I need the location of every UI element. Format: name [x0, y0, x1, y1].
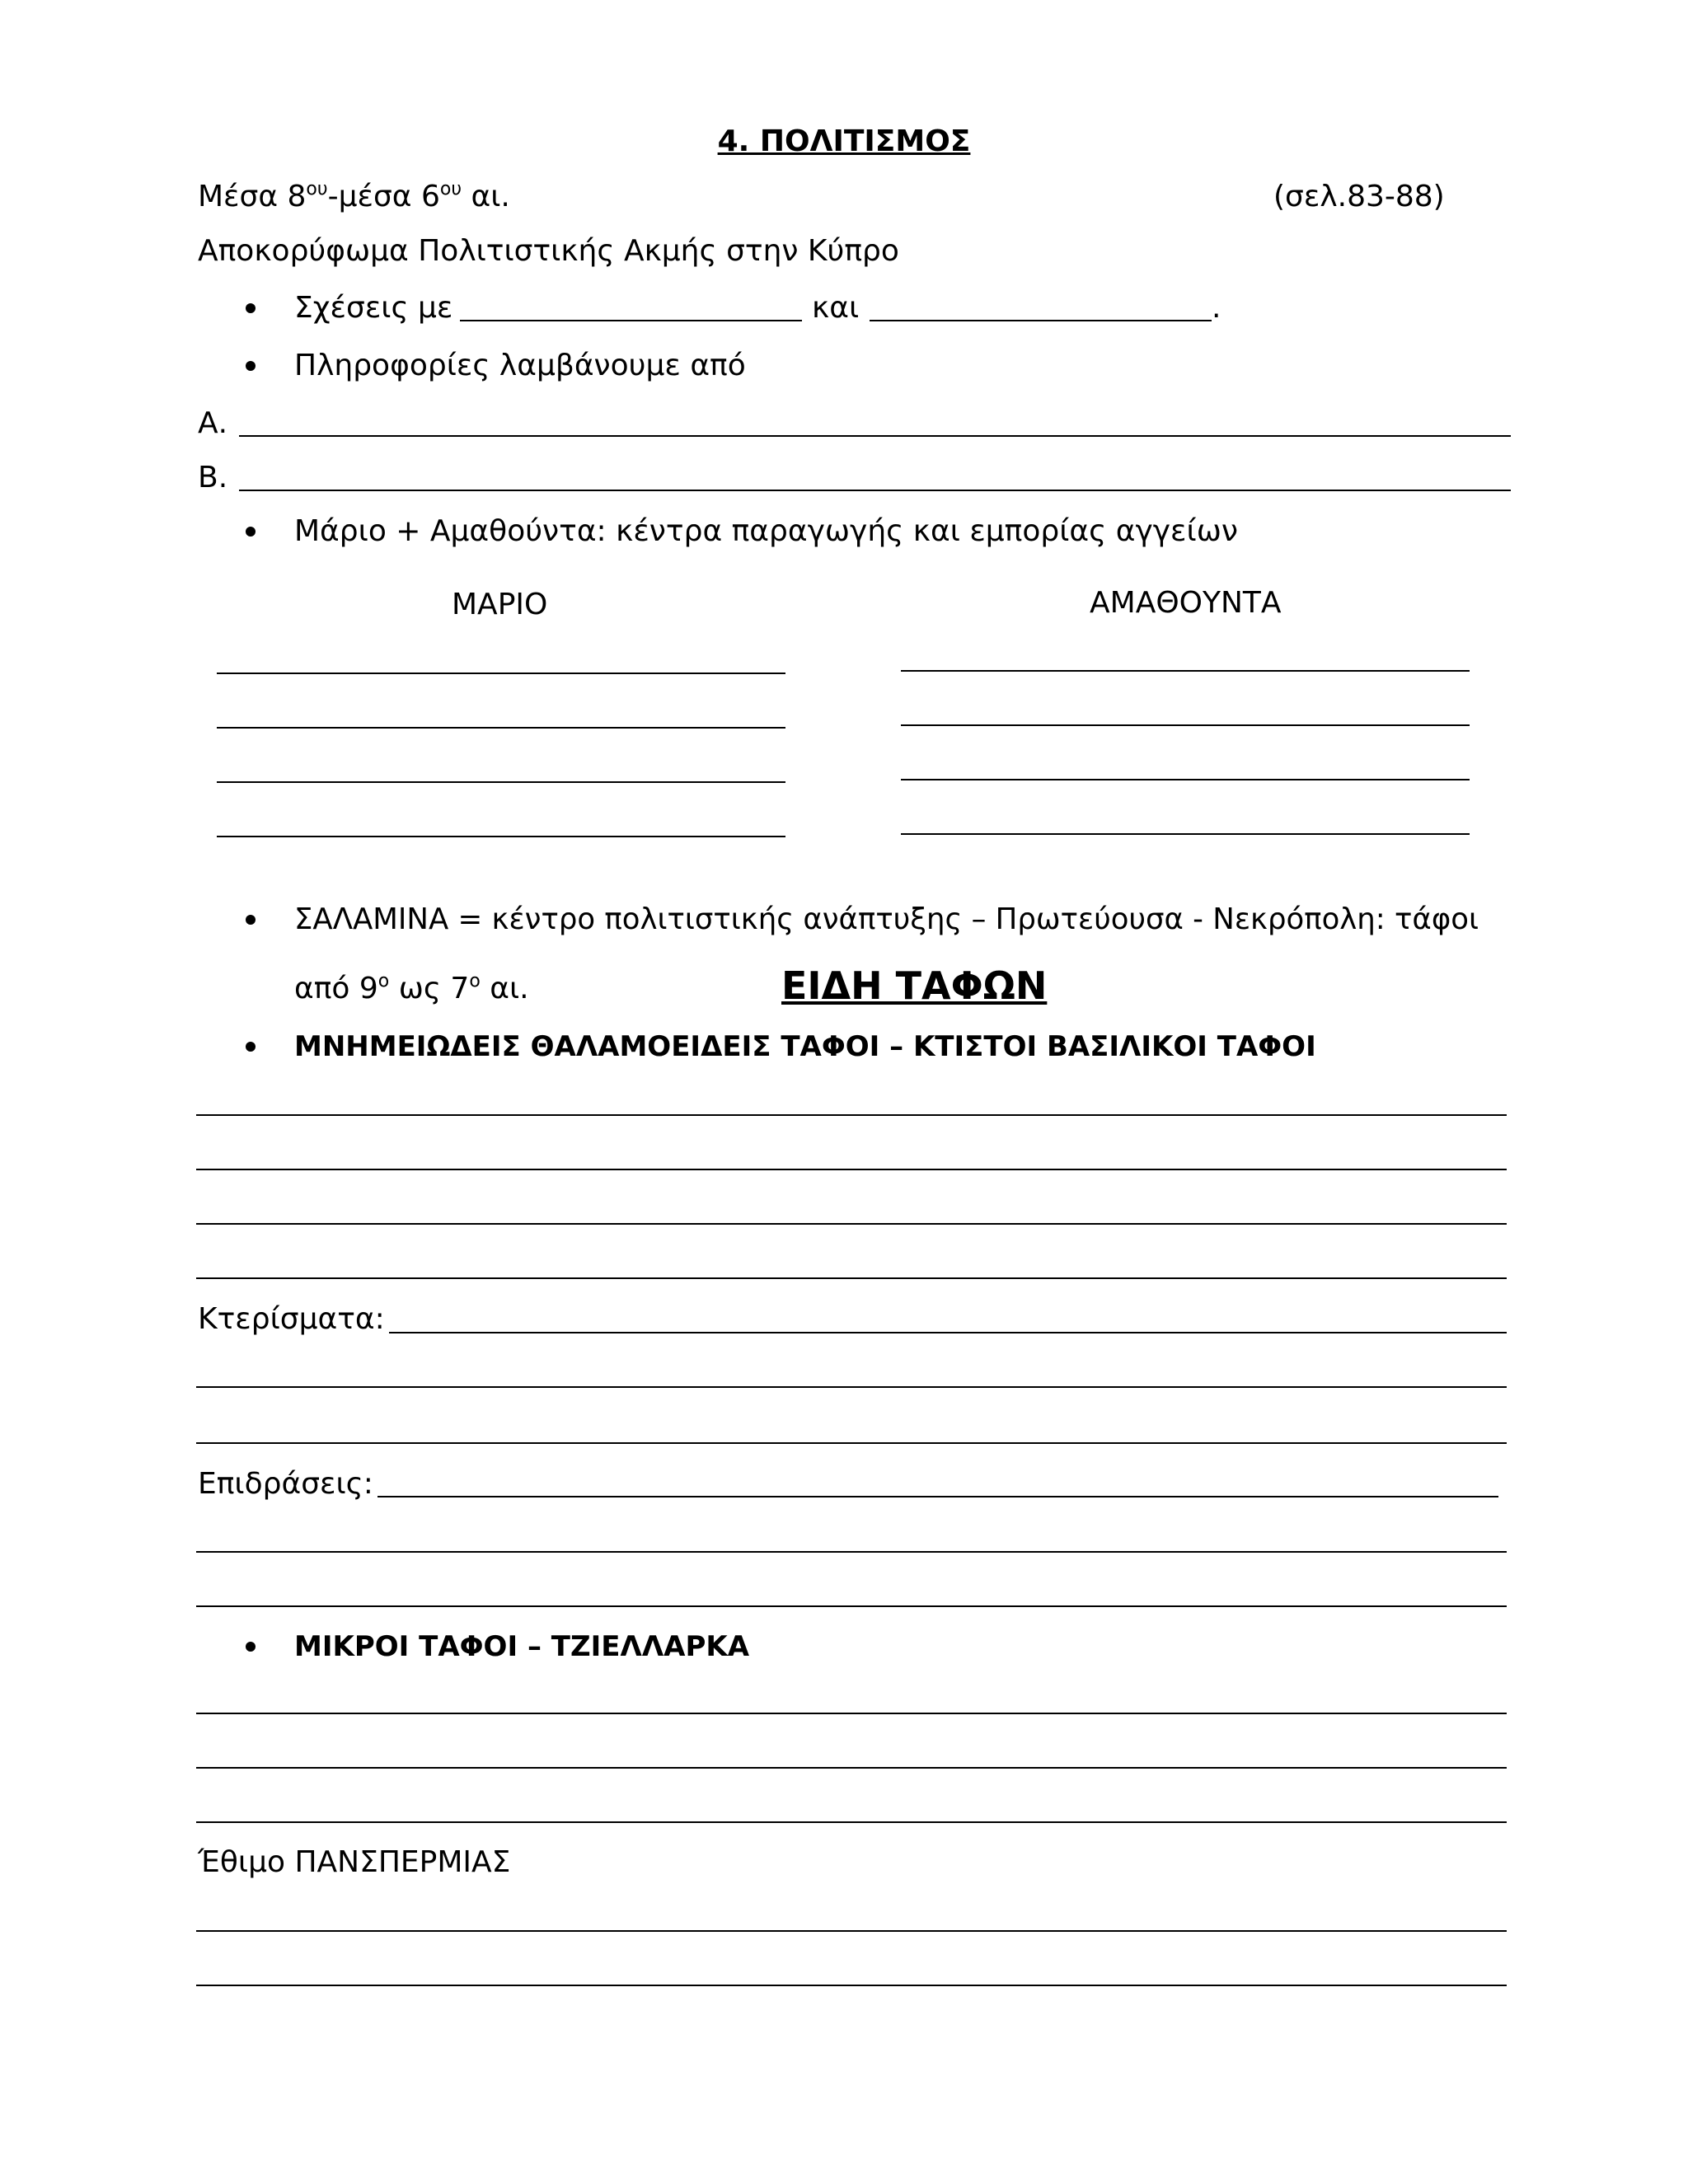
- small-tombs-heading: ΜΙΚΡΟΙ ΤΑΦΟΙ – ΤΖΙΕΛΛΑΡΚΑ: [294, 1630, 750, 1663]
- answer-line[interactable]: [196, 1821, 1507, 1823]
- answer-line[interactable]: [196, 1442, 1507, 1444]
- label-a: Α.: [198, 406, 228, 440]
- pages-reference: (σελ.83-88): [1273, 180, 1445, 213]
- relations-blank-2[interactable]: [870, 320, 1212, 321]
- amathounta-answer-line[interactable]: [901, 670, 1470, 672]
- answer-line[interactable]: [196, 1169, 1507, 1170]
- answer-line-a[interactable]: [239, 435, 1511, 437]
- answer-line[interactable]: [196, 1223, 1507, 1225]
- salamina-text: ΣΑΛΑΜΙΝΑ = κέντρο πολιτιστικής ανάπτυξης – Πρωτεύουσα - Νεκρόπολη: τάφοι: [294, 902, 1479, 936]
- monumental-tombs-heading: ΜΝΗΜΕΙΩΔΕΙΣ ΘΑΛΑΜΟΕΙΔΕΙΣ ΤΑΦΟΙ – ΚΤΙΣΤΟΙ ΒΑΣΙΛΙΚΟΙ ΤΑΦΟΙ: [294, 1030, 1316, 1063]
- answer-line[interactable]: [196, 1386, 1507, 1388]
- bullet-icon: [246, 915, 256, 925]
- bullet-icon: [246, 527, 256, 537]
- label-b: Β.: [198, 461, 228, 494]
- bullet-icon: [246, 1642, 256, 1652]
- relations-end: .: [1212, 291, 1221, 325]
- answer-line-b[interactable]: [239, 490, 1511, 491]
- relations-blank-1[interactable]: [460, 320, 802, 321]
- salamina-continuation: από $9^o$ ως $7^o$ αι.: [294, 971, 529, 1005]
- answer-line[interactable]: [196, 1930, 1507, 1932]
- mario-answer-line[interactable]: [217, 673, 785, 674]
- grave-goods-label: Κτερίσματα:: [198, 1302, 385, 1336]
- panspermia-label: Έθιμο ΠΑΝΣΠΕΡΜΙΑΣ: [198, 1845, 511, 1879]
- amathounta-answer-line[interactable]: [901, 779, 1470, 780]
- page-title: 4. ΠΟΛΙΤΙΣΜΟΣ: [717, 124, 971, 158]
- amathounta-answer-line[interactable]: [901, 833, 1470, 835]
- amathounta-answer-line[interactable]: [901, 724, 1470, 726]
- info-source-text: Πληροφορίες λαμβάνουμε από: [294, 349, 746, 382]
- mario-amathounta-text: Μάριο + Αμαθούντα: κέντρα παραγωγής και εμπορίας αγγείων: [294, 514, 1238, 548]
- grave-goods-line[interactable]: [389, 1332, 1507, 1333]
- answer-line[interactable]: [196, 1605, 1507, 1607]
- mario-answer-line[interactable]: [217, 781, 785, 783]
- relations-prefix: Σχέσεις με: [294, 291, 453, 325]
- bullet-icon: [246, 303, 256, 313]
- bullet-icon: [246, 1042, 256, 1052]
- answer-line[interactable]: [196, 1114, 1507, 1116]
- bullet-icon: [246, 361, 256, 371]
- answer-line[interactable]: [196, 1767, 1507, 1769]
- answer-line[interactable]: [196, 1551, 1507, 1553]
- mario-answer-line[interactable]: [217, 727, 785, 729]
- influences-line[interactable]: [377, 1496, 1498, 1497]
- answer-line[interactable]: [196, 1985, 1507, 1986]
- tomb-types-heading: ΕΙΔΗ ΤΑΦΩΝ: [781, 963, 1048, 1008]
- answer-line[interactable]: [196, 1713, 1507, 1714]
- answer-line[interactable]: [196, 1277, 1507, 1279]
- influences-label: Επιδράσεις:: [198, 1467, 373, 1501]
- subtitle: Αποκορύφωμα Πολιτιστικής Ακμής στην Κύπρο: [198, 234, 899, 268]
- mario-answer-line[interactable]: [217, 836, 785, 837]
- relations-middle: και: [812, 291, 860, 325]
- period-text: Μέσα $8^{o\upsilon}$-μέσα $6^{o\upsilon}$ αι.: [198, 179, 510, 213]
- column-heading-mario: ΜΑΡΙΟ: [452, 588, 548, 621]
- column-heading-amathounta: ΑΜΑΘΟΥΝΤΑ: [1090, 586, 1282, 620]
